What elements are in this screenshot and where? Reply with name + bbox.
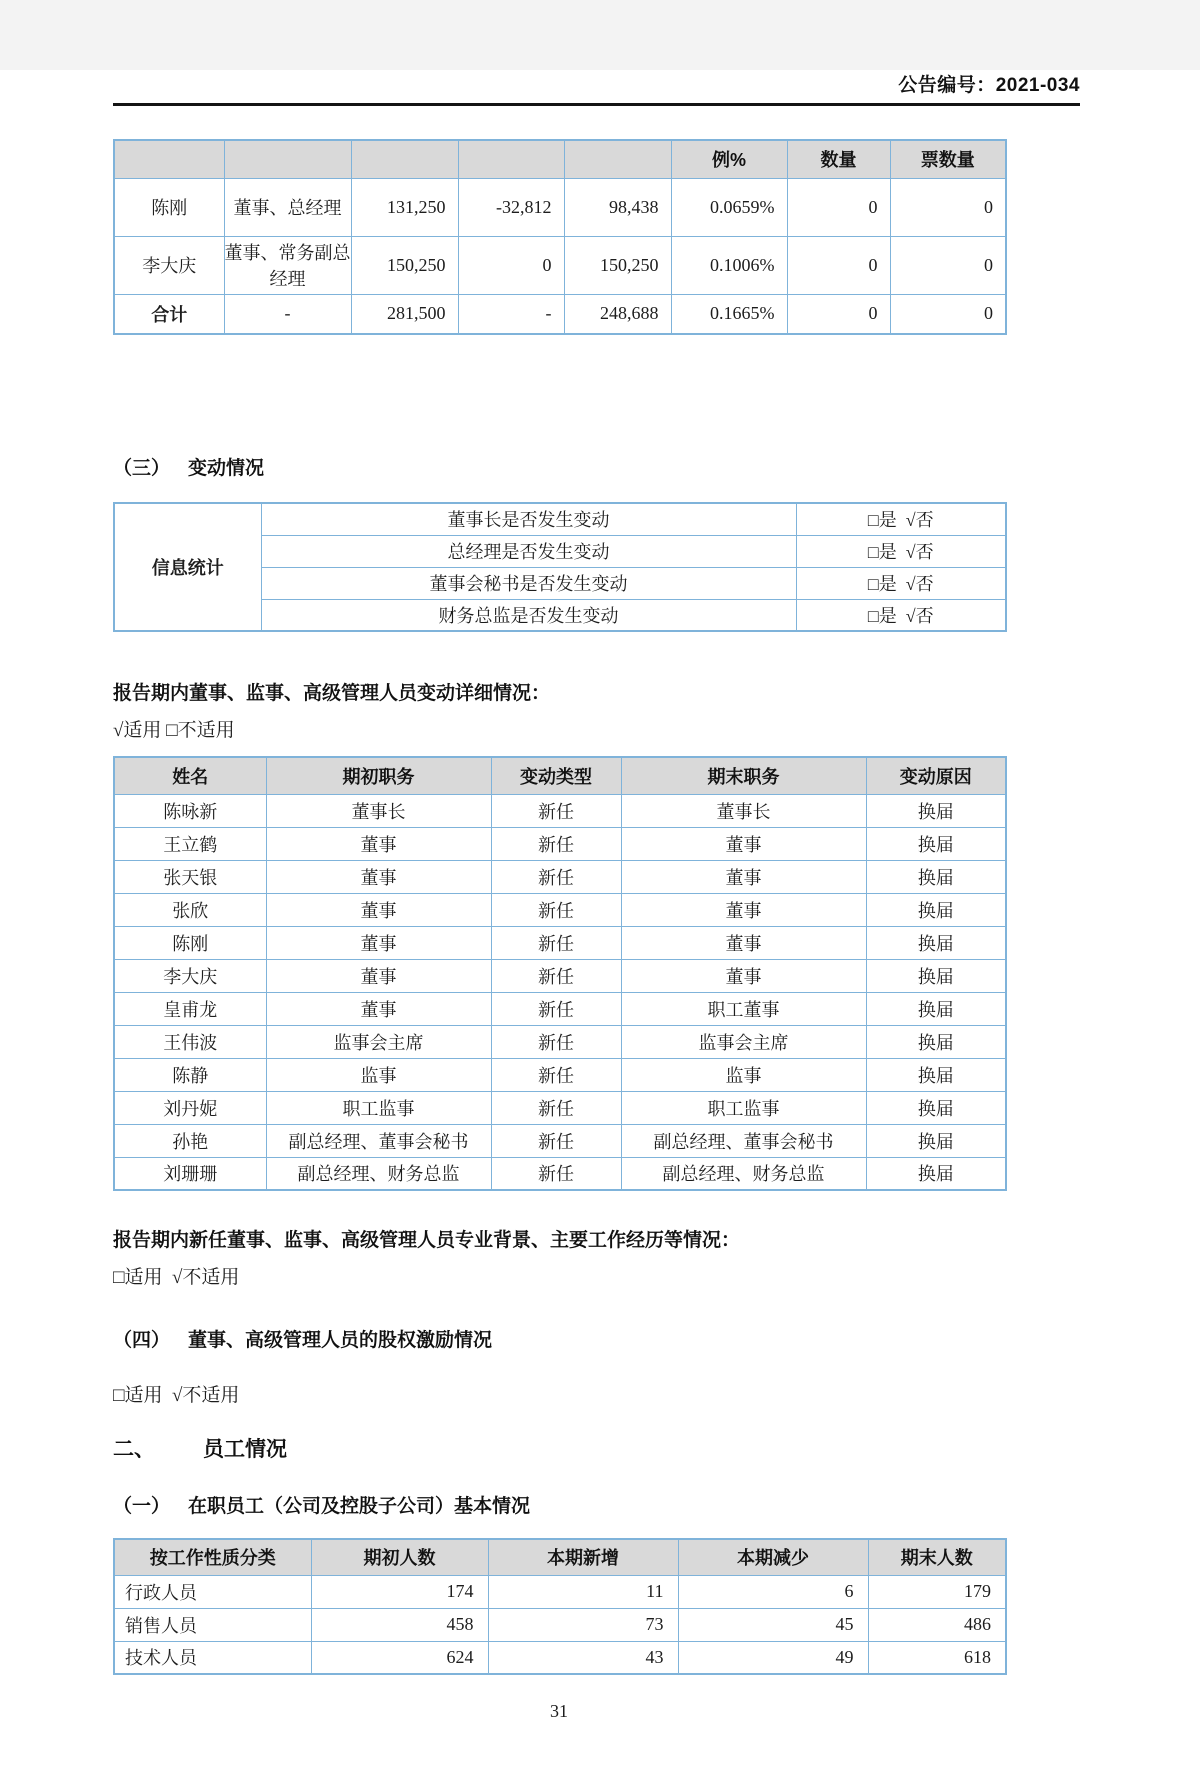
cell-reason: 换届 [866,1091,1006,1124]
header-cell [351,140,458,178]
cell-reason: 换届 [866,926,1006,959]
cell-value: 150,250 [351,236,458,294]
cell-name: 王立鹤 [114,827,266,860]
cell-end-position: 董事 [621,860,866,893]
cell-value: 150,250 [564,236,671,294]
table-row [114,1157,1006,1190]
header-cell-reduced: 本期减少 [678,1539,868,1575]
cell-end-count: 618 [868,1641,1006,1674]
section-number: （三） [113,458,171,479]
cell-start-position: 董事 [266,959,491,992]
table-row [114,1641,1006,1674]
change-detail-table [113,756,1007,1191]
cell-votes: 0 [890,178,1006,236]
cell-ratio: 0.0659% [671,178,787,236]
cell-start-position: 董事长 [266,794,491,827]
section-title: 董事、高级管理人员的股权激励情况 [188,1330,493,1351]
cell-reason: 换届 [866,794,1006,827]
cell-end-position: 董事 [621,926,866,959]
cell-change-type: 新任 [491,893,621,926]
cell-answer: □是 √否 [796,567,1006,599]
table-row [114,794,1006,827]
cell-value: 0 [458,236,564,294]
cell-reduced: 6 [678,1575,868,1608]
cell-stat-label: 信息统计 [114,503,261,631]
cell-value: 131,250 [351,178,458,236]
cell-ratio: 0.1665% [671,294,787,334]
section-title: 在职员工（公司及控股子公司）基本情况 [188,1496,531,1517]
section-number: 二、 [113,1438,155,1461]
header-rule [113,103,1080,106]
header-cell-start-position: 期初职务 [266,757,491,794]
cell-added: 11 [488,1575,678,1608]
cell-start-position: 职工监事 [266,1091,491,1124]
header-cell [114,140,224,178]
cell-category: 销售人员 [114,1608,311,1641]
header-cell [224,140,351,178]
section-heading-4 [113,1325,1005,1352]
table-row [114,236,1006,294]
table-row [114,959,1006,992]
info-stat-table [113,502,1007,632]
cell-end-count: 486 [868,1608,1006,1641]
change-detail-heading: 报告期内董事、监事、高级管理人员变动详细情况： [113,683,551,704]
table-row [114,1058,1006,1091]
cell-start-position: 副总经理、财务总监 [266,1157,491,1190]
table-row [114,926,1006,959]
table-row [114,827,1006,860]
table-header-row [114,1539,1006,1575]
cell-name: 张欣 [114,893,266,926]
cell-answer: □是 √否 [796,535,1006,567]
table-row [114,1025,1006,1058]
cell-question: 总经理是否发生变动 [261,535,796,567]
cell-question: 董事长是否发生变动 [261,503,796,535]
cell-change-type: 新任 [491,1157,621,1190]
section-number: （四） [113,1330,171,1351]
cell-end-position: 董事 [621,959,866,992]
cell-name: 皇甫龙 [114,992,266,1025]
cell-votes: 0 [890,236,1006,294]
header-cell-quantity: 数量 [787,140,890,178]
table-row [114,992,1006,1025]
cell-category: 技术人员 [114,1641,311,1674]
cell-end-position: 职工监事 [621,1091,866,1124]
cell-end-position: 董事 [621,827,866,860]
section-heading-3 [113,453,1005,480]
cell-start-position: 董事 [266,893,491,926]
header-cell-votes: 票数量 [890,140,1006,178]
cell-start-position: 董事 [266,926,491,959]
cell-name: 刘丹妮 [114,1091,266,1124]
cell-name: 李大庆 [114,959,266,992]
cell-end-position: 监事 [621,1058,866,1091]
cell-change-type: 新任 [491,1091,621,1124]
page-header [113,70,1080,106]
table-row [114,893,1006,926]
cell-added: 43 [488,1641,678,1674]
applicability-line: √适用 □不适用 [113,720,235,741]
cell-name: 陈静 [114,1058,266,1091]
cell-position: 董事、常务副总经理 [224,236,351,294]
header-cell-category: 按工作性质分类 [114,1539,311,1575]
section-title: 变动情况 [188,458,265,479]
cell-value: 98,438 [564,178,671,236]
cell-name: 王伟波 [114,1025,266,1058]
cell-end-position: 监事会主席 [621,1025,866,1058]
header-cell-change-type: 变动类型 [491,757,621,794]
applicability-line: □适用 √不适用 [113,1385,240,1406]
cell-reason: 换届 [866,992,1006,1025]
table-row [114,1575,1006,1608]
cell-name: 张天银 [114,860,266,893]
cell-reason: 换届 [866,1157,1006,1190]
cell-reduced: 49 [678,1641,868,1674]
header-cell-end-position: 期末职务 [621,757,866,794]
cell-reason: 换届 [866,1025,1006,1058]
cell-start-position: 副总经理、董事会秘书 [266,1124,491,1157]
header-cell-added: 本期新增 [488,1539,678,1575]
cell-end-position: 副总经理、财务总监 [621,1157,866,1190]
cell-answer: □是 √否 [796,503,1006,535]
cell-name: 刘珊珊 [114,1157,266,1190]
table-header-row [114,757,1006,794]
cell-change-type: 新任 [491,992,621,1025]
cell-change-type: 新任 [491,794,621,827]
doc-number: 公告编号：2021-034 [898,75,1080,96]
cell-question: 财务总监是否发生变动 [261,599,796,631]
header-cell-ratio: 例% [671,140,787,178]
section-title: 员工情况 [203,1438,287,1461]
cell-category: 行政人员 [114,1575,311,1608]
cell-reason: 换届 [866,1058,1006,1091]
document-page [0,70,1200,1767]
cell-added: 73 [488,1608,678,1641]
section-heading-2-1 [113,1491,1005,1518]
cell-reason: 换届 [866,860,1006,893]
cell-start-position: 董事 [266,860,491,893]
cell-start-position: 董事 [266,992,491,1025]
cell-reason: 换届 [866,893,1006,926]
header-cell [564,140,671,178]
table-row [114,178,1006,236]
page-number: 31 [550,1701,568,1721]
cell-reason: 换届 [866,959,1006,992]
cell-quantity: 0 [787,294,890,334]
applicability-line: □适用 √不适用 [113,1267,240,1288]
section-number: （一） [113,1496,171,1517]
cell-question: 董事会秘书是否发生变动 [261,567,796,599]
cell-end-position: 董事长 [621,794,866,827]
table-total-row [114,294,1006,334]
cell-start-count: 458 [311,1608,488,1641]
cell-end-position: 董事 [621,893,866,926]
new-appointment-heading: 报告期内新任董事、监事、高级管理人员专业背景、主要工作经历等情况： [113,1230,741,1251]
cell-quantity: 0 [787,236,890,294]
cell-start-count: 174 [311,1575,488,1608]
cell-change-type: 新任 [491,926,621,959]
cell-quantity: 0 [787,178,890,236]
cell-ratio: 0.1006% [671,236,787,294]
cell-position: 董事、总经理 [224,178,351,236]
cell-reduced: 45 [678,1608,868,1641]
header-cell-name: 姓名 [114,757,266,794]
cell-name: 李大庆 [114,236,224,294]
header-cell-start-count: 期初人数 [311,1539,488,1575]
cell-end-position: 职工董事 [621,992,866,1025]
cell-votes: 0 [890,294,1006,334]
cell-name: 陈刚 [114,926,266,959]
section-heading-2 [113,1433,1005,1463]
cell-position: - [224,294,351,334]
cell-start-count: 624 [311,1641,488,1674]
table-header-row [114,140,1006,178]
cell-total-label: 合计 [114,294,224,334]
cell-name: 陈咏新 [114,794,266,827]
table-row [114,503,1006,535]
table-row [114,1608,1006,1641]
table-row [114,1091,1006,1124]
cell-end-position: 副总经理、董事会秘书 [621,1124,866,1157]
employee-table [113,1538,1007,1675]
table-row [114,1124,1006,1157]
cell-change-type: 新任 [491,959,621,992]
header-cell-reason: 变动原因 [866,757,1006,794]
cell-change-type: 新任 [491,1124,621,1157]
cell-change-type: 新任 [491,827,621,860]
compensation-table [113,139,1007,335]
cell-change-type: 新任 [491,860,621,893]
cell-value: 248,688 [564,294,671,334]
page-content [113,139,1005,1722]
cell-change-type: 新任 [491,1058,621,1091]
cell-change-type: 新任 [491,1025,621,1058]
cell-start-position: 监事 [266,1058,491,1091]
cell-reason: 换届 [866,1124,1006,1157]
table-row [114,860,1006,893]
cell-name: 孙艳 [114,1124,266,1157]
cell-value: - [458,294,564,334]
header-cell [458,140,564,178]
cell-start-position: 监事会主席 [266,1025,491,1058]
cell-end-count: 179 [868,1575,1006,1608]
cell-value: 281,500 [351,294,458,334]
header-cell-end-count: 期末人数 [868,1539,1006,1575]
cell-start-position: 董事 [266,827,491,860]
cell-answer: □是 √否 [796,599,1006,631]
cell-value: -32,812 [458,178,564,236]
cell-reason: 换届 [866,827,1006,860]
cell-name: 陈刚 [114,178,224,236]
